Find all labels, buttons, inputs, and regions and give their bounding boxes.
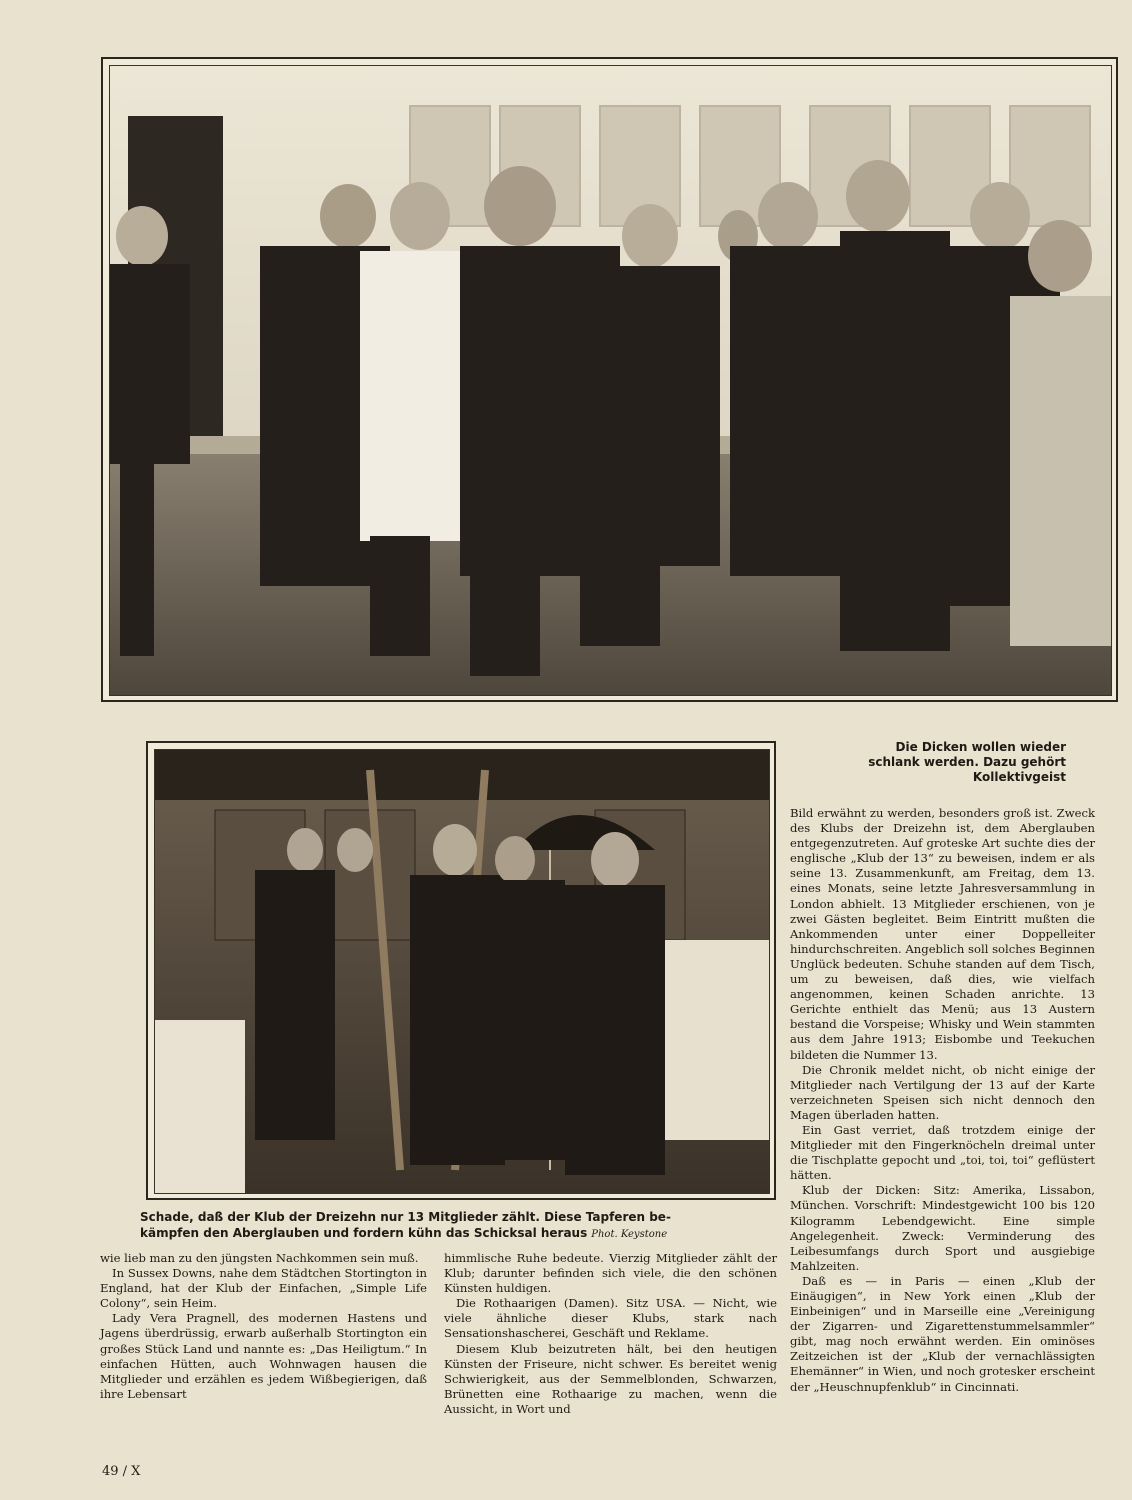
middle-caption-text: kämpfen den Aberglauben und fordern kühn das Schicksal heraus <box>140 1226 588 1240</box>
left-column <box>100 1251 427 1402</box>
photo-credit: Phot. Keystone <box>591 1229 668 1240</box>
middle-caption-line: Schade, daß der Klub der Dreizehn nur 13 Mitglieder zählt. Diese Tapferen be- <box>140 1210 671 1224</box>
paragraph: Bild erwähnt zu werden, besonders groß ist. Zweck des Klubs der Dreizehn ist, dem Aberglauben entgegenzutreten. Auf groteske Art suchte dies der englische „Klub der 13“ zu beweisen, indem er als seine 13. Zusammenkunft, am Freitag, dem 13. eines Monats, seine letzte Jahresversammlung in London abhielt. 13 Mitglieder erschienen, von je zwei Gästen begleitet. Beim Eintritt mußten die Ankommenden unter einer Doppelleiter hindurchschreiten. Angeblich soll solches Beginnen Unglück bedeuten. Schuhe standen auf dem Tisch, um zu beweisen, daß dies, wie vielfach angenommen, keinen Schaden anrichte. 13 Gerichte enthielt das Menü; aus 13 Austern bestand die Vorspeise; Whisky und Wein stammten aus dem Jahre 1913; Eisbombe und Teekuchen bildeten die Nummer 13. <box>790 806 1095 1062</box>
paragraph: Ein Gast verriet, daß trotzdem einige der Mitglieder mit den Fingerknöcheln dreimal unter die Tischplatte gepocht und „toi, toi, toi“ geflüstert hätten. <box>790 1122 1095 1183</box>
middle-photo-frame <box>146 741 776 1200</box>
paragraph: Diesem Klub beizutreten hält, bei den heutigen Künsten der Friseure, nicht schwer. Es bereitet wenig Schwierigkeit, aus der Semmelblonden, Schwarzen, Brünetten eine Rothaarige zu machen, wenn die Aussicht, in Wort und <box>444 1341 777 1416</box>
middle-photo <box>154 749 770 1194</box>
top-caption-line: Die Dicken wollen wieder <box>895 740 1066 754</box>
paragraph: himmlische Ruhe bedeute. Vierzig Mitglieder zählt der Klub; darunter befinden sich viele, die den schönen Künsten huldigen. <box>444 1251 777 1296</box>
paragraph: In Sussex Downs, nahe dem Städtchen Stortington in England, hat der Klub der Einfachen, „Simple Life Colony“, sein Heim. <box>100 1266 427 1311</box>
middle-photo-image <box>155 750 770 1194</box>
top-photo-frame <box>101 57 1118 702</box>
middle-photo-caption <box>140 1209 776 1243</box>
top-photo <box>109 65 1112 696</box>
top-photo-caption <box>804 740 1066 785</box>
top-caption-line: Kollektivgeist <box>972 770 1066 784</box>
top-caption-line: schlank werden. Dazu gehört <box>868 755 1066 769</box>
paragraph: Die Chronik meldet nicht, ob nicht einige der Mitglieder nach Vertilgung der 13 auf der Karte verzeichneten Speisen sich nicht dennoch den Magen überladen hatten. <box>790 1062 1095 1122</box>
paragraph: Die Rothaarigen (Damen). Sitz USA. — Nicht, wie viele ähnliche dieser Klubs, stark nach Sensationshascherei, Geschäft und Reklame. <box>444 1296 777 1341</box>
middle-column <box>444 1251 777 1417</box>
paragraph: Klub der Dicken: Sitz: Amerika, Lissabon, München. Vorschrift: Mindestgewicht 100 bis 120 Kilogramm Lebendgewicht. Eine simple Angelegenheit. Zweck: Verminderung des Leibesumfangs durch Sport und ausgiebige Mahlzeiten. <box>790 1183 1095 1273</box>
paragraph: Lady Vera Pragnell, des modernen Hastens und Jagens überdrüssig, erwarb außerhalb Stortington ein großes Stück Land und nannte es: „Das Heiligtum.“ In einfachen Hütten, auch Wohnwagen hausen die Mitglieder und erzählen es jedem Wißbegierigen, daß ihre Lebensart <box>100 1311 427 1401</box>
paragraph: Daß es — in Paris — einen „Klub der Einäugigen“, in New York einen „Klub der Einbeinigen“ und in Marseille eine „Vereinigung der Zigarren- und Zigarettenstummelsammler“ gibt, mag noch erwähnt werden. Ein ominöses Zeitzeichen ist der „Klub der vernachlässigten Ehemänner“ in Wien, und noch grotesker erscheint der „Heuschnupfenklub“ in Cincinnati. <box>790 1273 1095 1394</box>
middle-caption-line <box>140 1225 776 1243</box>
paragraph: wie lieb man zu den jüngsten Nachkommen sein muß. <box>100 1251 419 1265</box>
right-column <box>790 806 1095 1395</box>
top-photo-image <box>110 66 1112 696</box>
page-number: 49 / X <box>102 1464 141 1479</box>
